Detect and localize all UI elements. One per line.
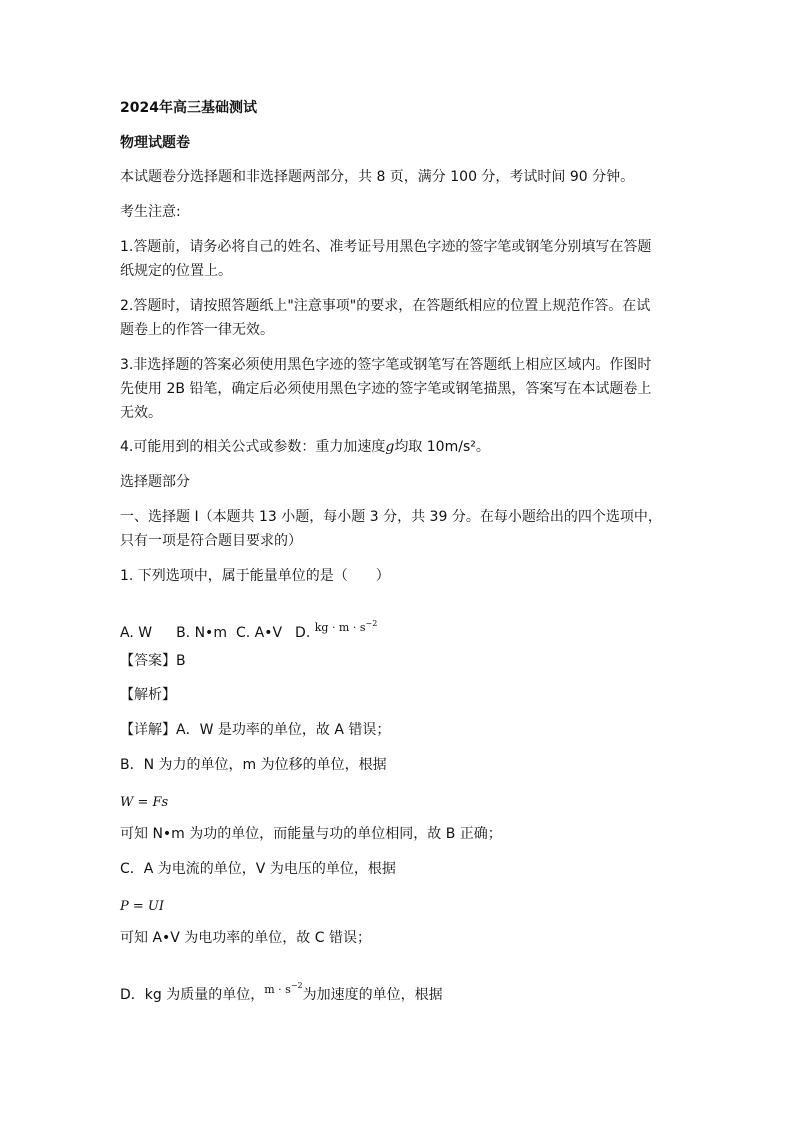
note-3-line-3: 无效。	[120, 405, 162, 421]
detail-d	[120, 976, 443, 1005]
analysis-label: 【解析】	[120, 687, 176, 703]
option-d: D.	[295, 625, 311, 641]
formula-work: W = Fs	[120, 795, 169, 810]
detail-d-formula	[264, 976, 302, 1000]
answer-label: 【答案】B	[120, 653, 186, 669]
detail-a: 【详解】A．W 是功率的单位，故 A 错误；	[120, 722, 391, 738]
gravity-symbol: g	[385, 439, 395, 455]
intro-text: 本试题卷分选择题和非选择题两部分，共 8 页，满分 100 分，考试时间 90 分钟。	[120, 169, 635, 185]
detail-d-suffix: 为加速度的单位，根据	[302, 987, 443, 1003]
part-heading-line-2: 只有一项是符合题目要求的）	[120, 533, 302, 549]
doc-title: 2024年高三基础测试	[120, 100, 257, 116]
note-4	[120, 437, 490, 457]
option-b: B. N•m	[176, 625, 227, 641]
conclusion-c: 可知 A•V 为电功率的单位，故 C 错误；	[120, 930, 371, 946]
section-heading: 选择题部分	[120, 474, 190, 490]
detail-d-expr: m · s	[264, 983, 291, 996]
doc-subtitle: 物理试题卷	[120, 135, 190, 151]
note-3-line-2: 先使用 2B 铅笔，确定后必须使用黑色字迹的签字笔或钢笔描黑，答案写在本试题卷上	[120, 381, 652, 397]
option-a: A. W	[120, 625, 153, 641]
option-d-exponent: −2	[365, 619, 378, 628]
conclusion-b: 可知 N•m 为功的单位，而能量与功的单位相同，故 B 正确；	[120, 826, 502, 842]
option-d-expr: kg · m · s	[314, 621, 366, 634]
option-d-formula	[315, 614, 378, 638]
note-2-line-1: 2.答题时，请按照答题纸上"注意事项"的要求，在答题纸相应的位置上规范作答。在试	[120, 298, 651, 314]
note-3-line-1: 3.非选择题的答案必须使用黑色字迹的签字笔或钢笔写在答题纸上相应区域内。作图时	[120, 357, 652, 373]
detail-b: B．N 为力的单位，m 为位移的单位，根据	[120, 757, 387, 773]
note-1-line-1: 1.答题前，请务必将自己的姓名、准考证号用黑色字迹的签字笔或钢笔分别填写在答题	[120, 239, 652, 255]
note-2-line-2: 题卷上的作答一律无效。	[120, 322, 274, 338]
formula-power: P = UI	[120, 899, 164, 914]
notice-heading: 考生注意:	[120, 204, 181, 220]
detail-c: C．A 为电流的单位，V 为电压的单位，根据	[120, 861, 396, 877]
detail-d-prefix: D．kg 为质量的单位，	[120, 987, 265, 1003]
part-heading-line-1: 一、选择题 I（本题共 13 小题，每小题 3 分，共 39 分。在每小题给出的四个选项中，	[120, 509, 662, 525]
option-c: C. A•V	[235, 625, 283, 641]
question-1-options	[120, 614, 377, 643]
note-4-prefix: 4.可能用到的相关公式或参数：重力加速度	[120, 439, 386, 455]
note-4-suffix: 均取 10m/s²。	[394, 439, 490, 455]
question-1: 1. 下列选项中，属于能量单位的是（ ）	[120, 568, 390, 584]
note-1-line-2: 纸规定的位置上。	[120, 263, 232, 279]
detail-d-exponent: −2	[290, 981, 303, 990]
